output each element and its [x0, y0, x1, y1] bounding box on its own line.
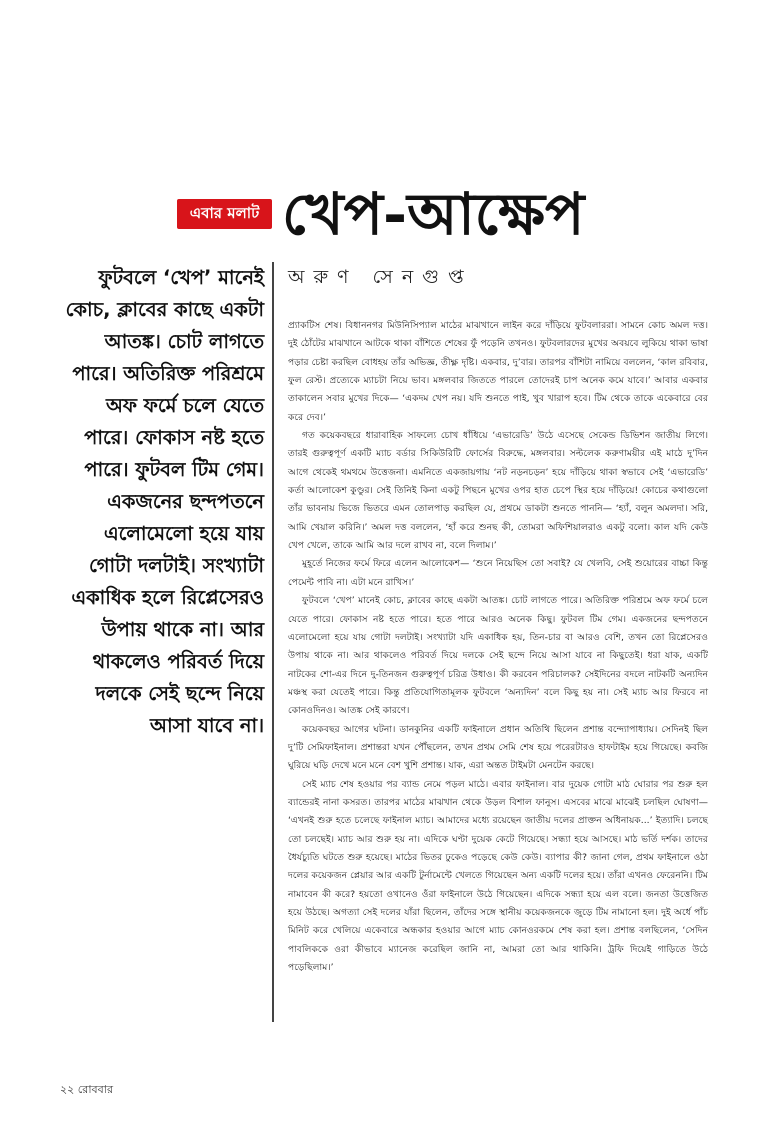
paragraph: কয়েকবছর আগের ঘটনা। ডানকুনির একটি ফাইনালে প্রধান অতিথি ছিলেন প্রশান্ত বন্দ্যোপাধ্যায়। সেদিনই ছিল দু’টি সেমিফাইনাল। প্রশান্তরা যখন পৌঁছলেন, তখন প্রথম সেমি শেষ হয়ে পরেরটারও হাফটাইম হয়ে গিয়েছে। কবজি ঘুরিয়ে ঘড়ি দেখে মনে মনে বেশ খুশি প্রশান্ত। যাক, এরা অন্তত টাইমটা মেনটেন করছে। — [288, 723, 708, 772]
page-folio: ২২ রোববার — [60, 1083, 113, 1096]
section-tag: এবার মলাট — [177, 199, 272, 229]
headline: খেপ-আক্ষেপ — [282, 180, 585, 248]
column-divider — [272, 262, 274, 1022]
paragraph: গত কয়েকবছরে ধারাবাহিক সাফল্যে চোখ ধাঁধিয়ে ‘এভারেডি’ উঠে এসেছে সেকেন্ড ডিভিশন জাতীয় লিগে। তারই গুরুত্বপূর্ণ একটি ম্যাচ বর্ডার সিকিউরিটি ফোর্সের বিরুদ্ধে, মঙ্গলবার। সল্টলেক করুণাময়ীর এই মাঠে দু’দিন আগে থেকেই থমথমে উত্তেজনা। এমনিতে একজায়গায় ‘নট নড়নচড়ন’ হয়ে দাঁড়িয়ে থাকা স্বভাবে সেই ‘এভারেডি’ কর্তা আলোকেশ কুণ্ডুর। সেই তিনিই কিনা একটু পিছনে মুখের ওপর হাত চেপে স্থির হয়ে দাঁড়িয়ে! কোচের কথাগুলো তাঁর ভাবনায় ভিজে ভিতরে এমন তোলপাড় করছিল যে, প্রথমে ডাকটা শুনতে পাননি— ‘হ্যাঁ, বলুন অমলদা। সরি, আমি খেয়াল করিনি।’ অমল দত্ত বললেন, ‘হাঁ করে শুনছ কী, তোমরা অফিশিয়ালরাও একটু বলো। কাল যদি কেউ খেপ খেলে, তাকে আমি আর দলে রাখব না, বলে দিলাম।’ — [288, 430, 708, 552]
pull-quote: ফুটবলে ‘খেপ’ মানেই কোচ, ক্লাবের কাছে একটা আতঙ্ক। চোট লাগতে পারে। অতিরিক্ত পরিশ্রমে অফ ফর্মে চলে যেতে পারে। ফোকাস নষ্ট হতে পারে। ফুটবল টিম গেম। একজনের ছন্দপতনে এলোমেলো হয়ে যায় গোটা দলটাই। সংখ্যাটা একাধিক হলে রিপ্লেসেরও উপায় থাকে না। আর থাকলেও পরিবর্ত দিয়ে দলকে সেই ছন্দে নিয়ে আসা যাবে না। — [65, 266, 264, 737]
article-body — [288, 317, 708, 977]
byline: অরুণ সেনগুপ্ত — [288, 266, 473, 288]
paragraph: ফুটবলে ‘খেপ’ মানেই কোচ, ক্লাবের কাছে একটা আতঙ্ক। চোট লাগতে পারে। অতিরিক্ত পরিশ্রমে অফ ফর্মে চলে যেতে পারে। ফোকাস নষ্ট হতে পারে। হতে পারে আরও অনেক কিছু। ফুটবল টিম গেম। একজনের ছন্দপতনে এলোমেলো হয়ে যায় গোটা দলটাই। সংখ্যাটা যদি একাধিক হয়, তিন-চার বা আরও বেশি, তখন তো রিপ্লেসেরও উপায় থাকে না। আর থাকলেও পরিবর্ত দিয়ে দলকে সেই ছন্দে নিয়ে আসা যাবে না কিছুতেই। ধরা যাক, একটি নাটকের শো-এর দিনে দু-তিনজন গুরুত্বপূর্ণ চরিত্র উধাও। কী করবেন পরিচালক? সেইদিনের বদলে নাটকটি অন্যদিন মঞ্চস্থ করা যেতেই পারে। কিন্তু প্রতিযোগিতামূলক ফুটবলে ‘অন্যদিন’ বলে কিছু হয় না। সেই ম্যাচ আর ফিরবে না কোনওদিনও। আতঙ্ক সেই কারণে। — [288, 595, 708, 717]
paragraph: প্র্যাকটিস শেষ। বিধাননগর মিউনিসিপ্যাল মাঠের মাঝখানে লাইন করে দাঁড়িয়ে ফুটবলাররা। সামনে কোচ অমল দত্ত। দুই ঠোঁটের মাঝখানে আটকে থাকা বাঁশিতে শেষের ফুঁ পড়েনি তখনও। ফুটবলারদের মুখের অবয়বে লুকিয়ে থাকা ভাষা পড়ার চেষ্টা করছিল বোধহয় তাঁর অভিজ্ঞ, তীক্ষ্ণ দৃষ্টি। একবার, দু’বার। তারপর বাঁশিটা নামিয়ে বললেন, ‘কাল রবিবার, ফুল রেস্ট। প্রত্যেকে ম্যাচটা নিয়ে ভাব। মঙ্গলবার জিততে পারলে তোদেরই চাপ অনেক কমে যাবে।’ আবার একবার তাকালেন সবার মুখের দিকে— ‘একদম খেপ নয়। যদি শুনতে পাই, খুব খারাপ হবে। টিম থেকে তাকে একেবারে বের করে দেব।’ — [288, 320, 708, 423]
paragraph: মুহূর্তে নিজের ফর্মে ফিরে এলেন আলোকেশ— ‘শুনে নিয়েছিস তো সবাই? যে খেলবি, সেই শুয়োরের বাচ্চা কিন্তু পেমেন্ট পাবি না। এটা মনে রাখিস।’ — [288, 558, 708, 588]
paragraph: সেই ম্যাচ শেষ হওয়ার পর ব্যান্ড নেমে পড়ল মাঠে। এবার ফাইনাল। বার দুয়েক গোটা মাঠ ঘোরার পর শুরু হল ব্যান্ডেরই নানা কসরত। তারপর মাঠের মাঝখান থেকে উড়ল বিশাল ফানুস। এসবের মাঝে মাঝেই চলছিল ঘোষণা— ‘এখনই শুরু হতে চলেছে ফাইনাল ম্যাচ। আমাদের মধ্যে রয়েছেন জাতীয় দলের প্রাক্তন অধিনায়ক...’ ইত্যাদি। চলছে তো চলছেই। ম্যাচ আর শুরু হয় না। এদিকে ঘণ্টা দুয়েক কেটে গিয়েছে। সন্ধ্যা হয়ে আসছে। মাঠ ভর্তি দর্শক। তাদের ধৈর্যচ্যুতি ঘটতে শুরু হয়েছে। মাঠের ভিতর ঢুকেও পড়েছে কেউ কেউ। ব্যাপার কী? জানা গেল, প্রথম ফাইনালে ওঠা দলের কয়েকজন প্লেয়ার আর একটি টুর্নামেন্টে খেলতে গিয়েছেন অন্য একটি দলের হয়ে। তাঁরা এখনও ফেরেননি। টিম নামাবেন কী করে? হয়তো ওখানেও ওঁরা ফাইনালে উঠে গিয়েছেন। এদিকে সন্ধ্যা হয়ে এল বলে। জনতা উত্তেজিত হয়ে উঠছে। অগত্যা সেই দলের যাঁরা ছিলেন, তাঁদের সঙ্গে স্থানীয় কয়েকজনকে জুড়ে টিম নামানো হল। দুই অর্ধে পাঁচ মিনিট করে খেলিয়ে একেবারে অন্ধকার হওয়ার আগে ম্যাচ কোনওরকমে শেষ করা হল। প্রশান্ত বলছিলেন, ‘সেদিন পাবলিককে ওরা কীভাবে ম্যানেজ করেছিল জানি না, আমরা তো আর থাকিনি। ট্রফি দিয়েই গাড়িতে উঠে পড়েছিলাম।’ — [288, 778, 708, 974]
